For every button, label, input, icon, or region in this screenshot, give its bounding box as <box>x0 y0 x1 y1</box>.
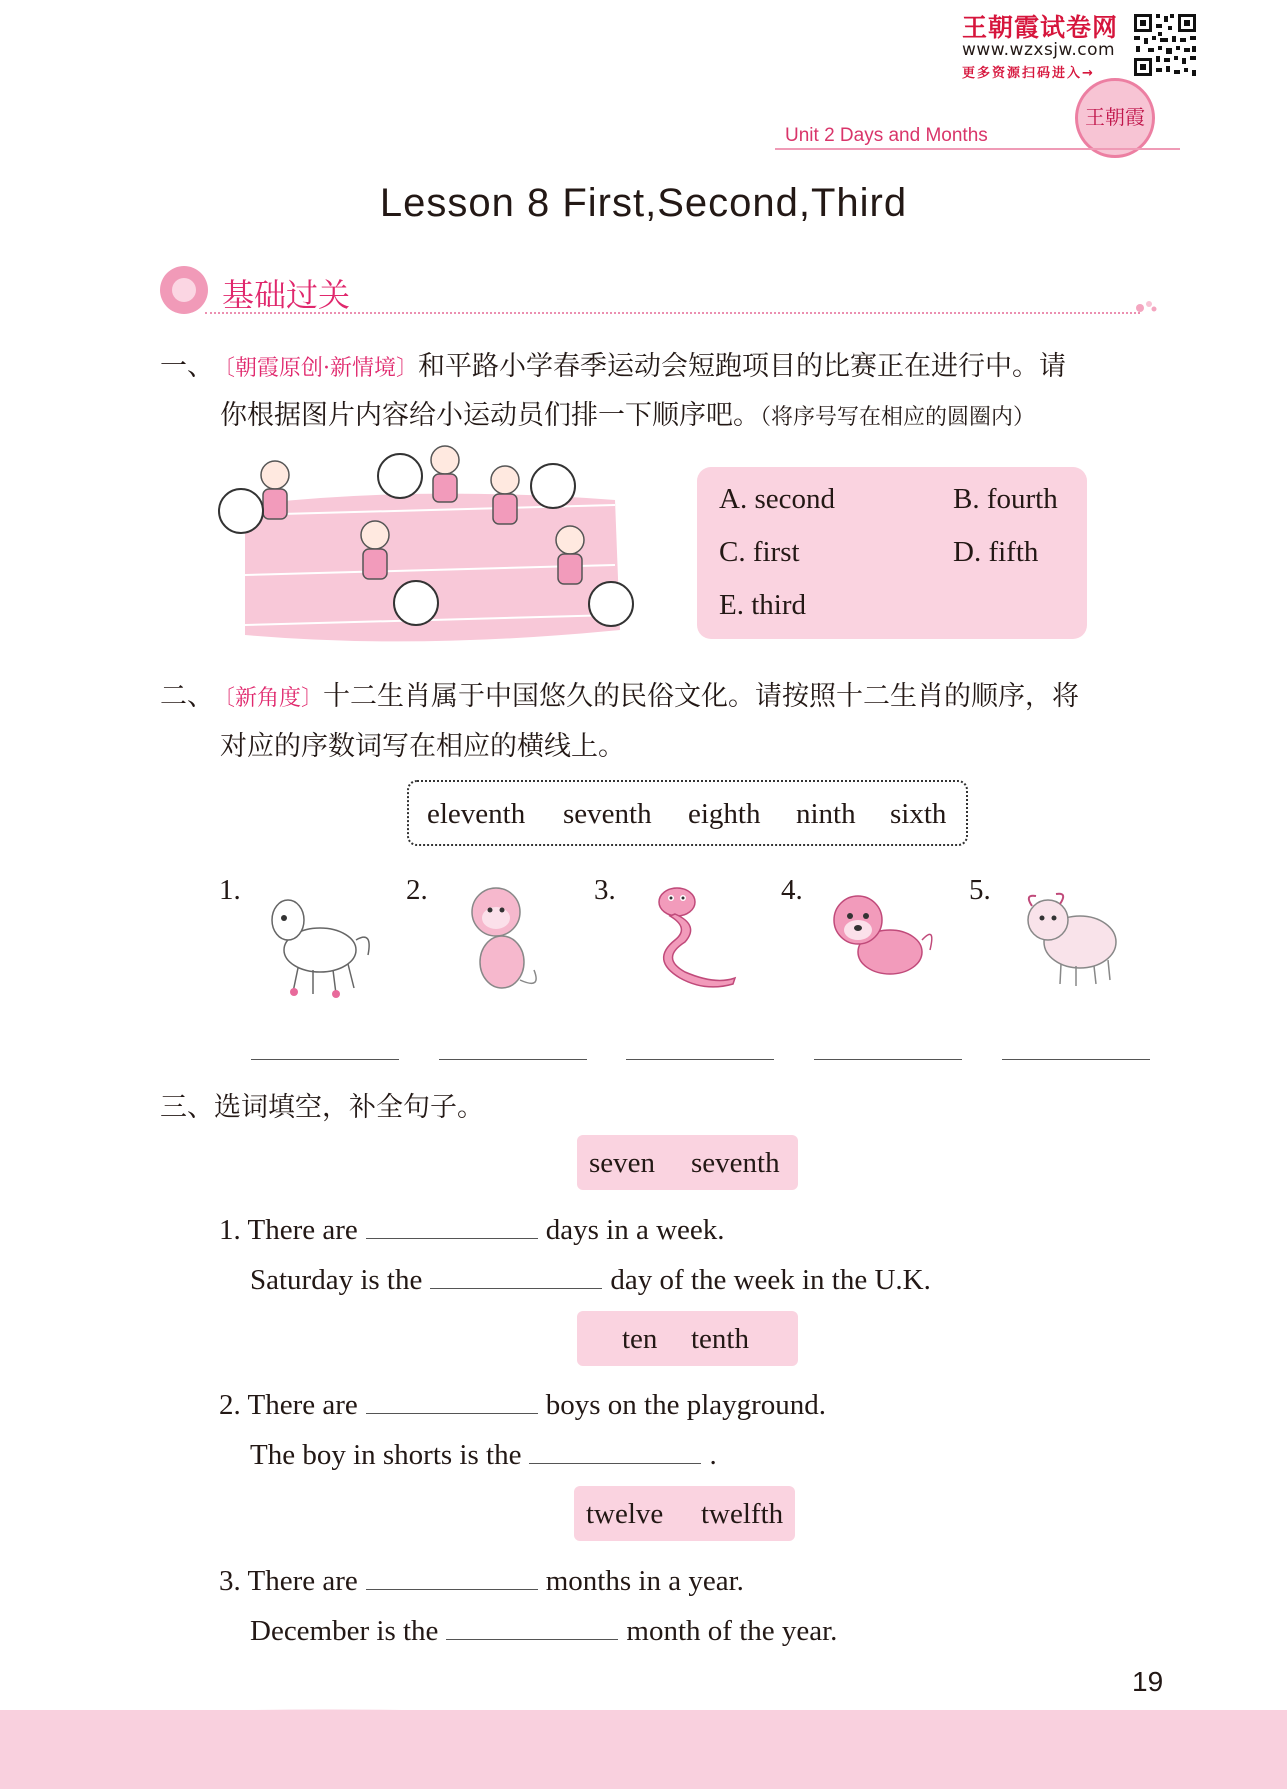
choice-word: tenth <box>691 1323 749 1355</box>
decorative-dots-icon <box>1134 298 1158 314</box>
choice-word: seventh <box>691 1147 780 1179</box>
choice-pill <box>574 1486 795 1541</box>
page-number: 19 <box>1132 1666 1164 1697</box>
q3-sentence-2b: The boy in shorts is the . <box>250 1435 717 1472</box>
answer-line[interactable] <box>439 1059 587 1060</box>
q1-line2 <box>220 393 1035 432</box>
brand-title: 王朝霞试卷网 <box>962 13 1119 42</box>
answer-line[interactable] <box>814 1059 962 1060</box>
q1-number: 一、 <box>160 351 214 382</box>
answer-circle[interactable] <box>588 581 634 627</box>
answer-line[interactable] <box>626 1059 774 1060</box>
q3-sentence-3b: December is the month of the year. <box>250 1611 837 1648</box>
answer-circle[interactable] <box>218 488 264 534</box>
word-choice: sixth <box>890 798 947 830</box>
q1-note: （将序号写在相应的圆圈内） <box>760 405 1036 430</box>
brand-url[interactable]: www.wzxsjw.com <box>962 40 1116 60</box>
q1-tag: 〔朝霞原创·新情境〕 <box>213 356 418 381</box>
q3-title: 三、选词填空，补全句子。 <box>160 1092 484 1123</box>
choice-word: twelfth <box>701 1498 784 1530</box>
word-choice: seventh <box>563 798 652 830</box>
word-choice: ninth <box>796 798 856 830</box>
unit-label: Unit 2 Days and Months <box>785 125 988 146</box>
q2-text-line2: 对应的序数词写在相应的横线上。 <box>220 731 625 762</box>
blank-input[interactable] <box>446 1611 618 1640</box>
section-title: 基础过关 <box>222 276 351 314</box>
zodiac-number: 1. <box>219 874 241 906</box>
zodiac-number: 3. <box>594 874 616 906</box>
section-divider <box>205 312 1140 314</box>
snake-icon <box>645 880 740 995</box>
blank-input[interactable] <box>366 1385 538 1414</box>
answer-circle[interactable] <box>377 453 423 499</box>
q3-sentence-3a: 3. There are months in a year. <box>219 1561 744 1598</box>
q1-text-line2: 你根据图片内容给小运动员们排一下顺序吧。 <box>220 400 760 431</box>
brand-seal-logo <box>1075 78 1155 158</box>
choice-pill <box>577 1135 798 1190</box>
zodiac-number: 4. <box>781 874 803 906</box>
blank-input[interactable] <box>366 1210 538 1239</box>
option-e: E. third <box>719 589 806 621</box>
dog-icon <box>818 880 940 995</box>
monkey-icon <box>462 880 550 1005</box>
q2-text-line1: 十二生肖属于中国悠久的民俗文化。请按照十二生肖的顺序，将 <box>323 681 1080 712</box>
q1-line1 <box>213 344 1066 383</box>
unit-rule <box>775 148 1180 150</box>
choice-word: seven <box>589 1147 656 1179</box>
blank-input[interactable] <box>529 1435 701 1464</box>
brand-scan-hint: 更多资源扫码进入→ <box>962 66 1095 81</box>
choice-word: ten <box>622 1323 658 1355</box>
zodiac-number: 5. <box>969 874 991 906</box>
blank-input[interactable] <box>430 1260 602 1289</box>
sheep-icon <box>1016 880 1128 995</box>
horse-icon <box>258 880 376 1005</box>
q3-sentence-1a: 1. There are days in a week. <box>219 1210 725 1247</box>
option-c: C. first <box>719 536 800 568</box>
option-a: A. second <box>719 483 835 515</box>
option-b: B. fourth <box>953 483 1058 515</box>
footer-band <box>0 1710 1287 1789</box>
choice-pill <box>577 1311 798 1366</box>
answer-line[interactable] <box>251 1059 399 1060</box>
q2-tag: 〔新角度〕 <box>213 686 324 711</box>
lesson-title: Lesson 8 First,Second,Third <box>379 181 908 225</box>
q3-sentence-1b: Saturday is the day of the week in the U.K. <box>250 1260 931 1297</box>
qr-code-icon[interactable] <box>1132 12 1198 78</box>
answer-circle[interactable] <box>530 463 576 509</box>
q2-line1 <box>213 674 1079 713</box>
blank-input[interactable] <box>366 1561 538 1590</box>
choice-word: twelve <box>586 1498 664 1530</box>
option-d: D. fifth <box>953 536 1039 568</box>
q3-sentence-2a: 2. There are boys on the playground. <box>219 1385 826 1422</box>
zodiac-number: 2. <box>406 874 428 906</box>
q2-word-box <box>407 780 968 846</box>
answer-line[interactable] <box>1002 1059 1150 1060</box>
word-choice: eleventh <box>427 798 526 830</box>
seal-text: 王朝霞 <box>1085 105 1145 129</box>
q1-options-box <box>697 467 1087 639</box>
q2-number: 二、 <box>160 681 214 712</box>
word-choice: eighth <box>688 798 761 830</box>
q1-text-line1: 和平路小学春季运动会短跑项目的比赛正在进行中。请 <box>418 351 1066 382</box>
answer-circle[interactable] <box>393 580 439 626</box>
section-badge-icon <box>160 266 208 314</box>
